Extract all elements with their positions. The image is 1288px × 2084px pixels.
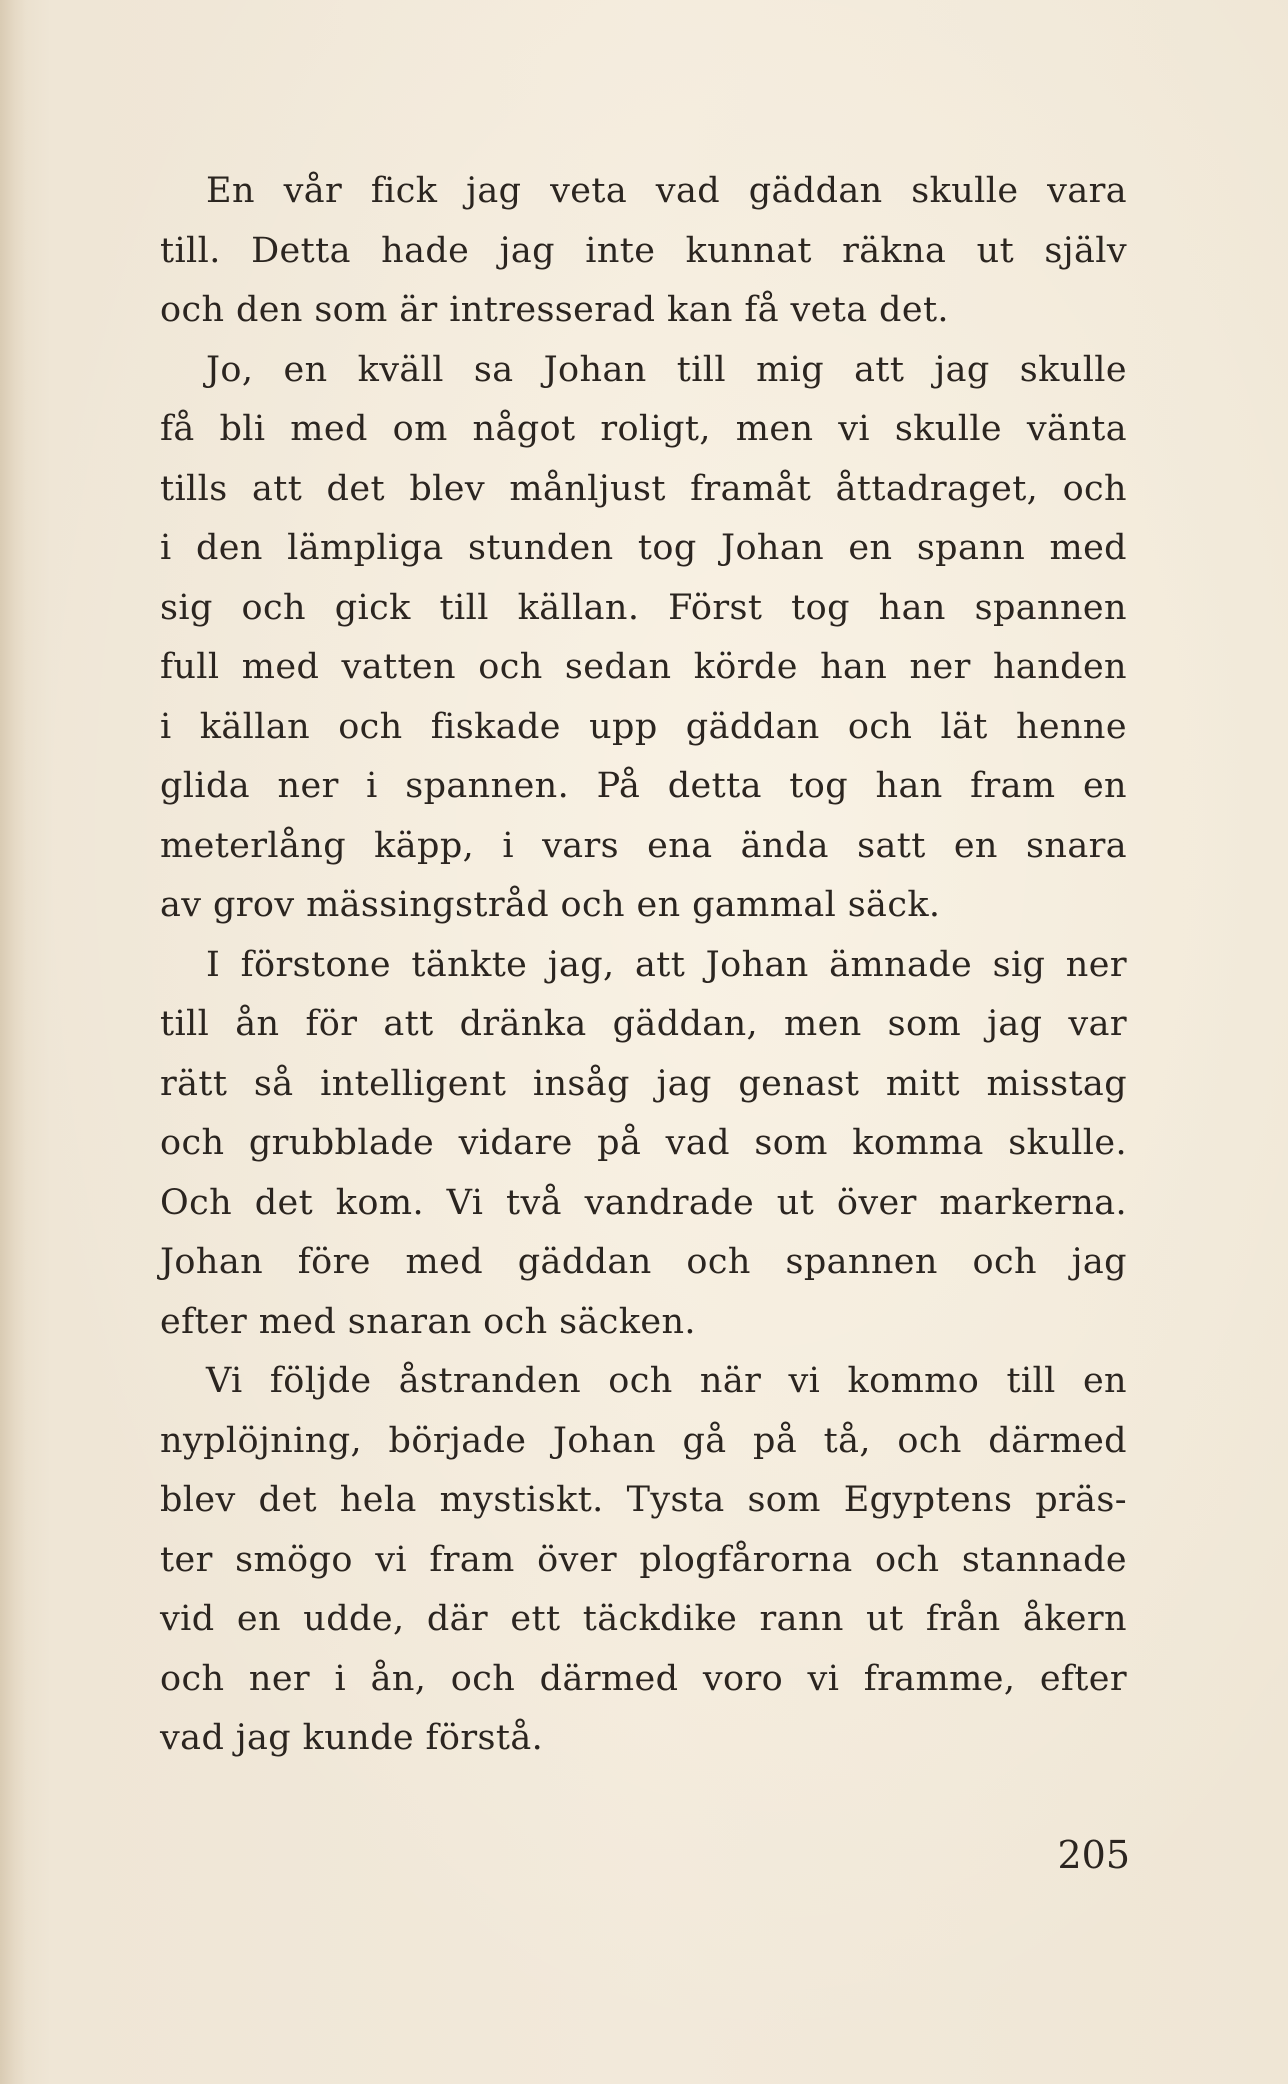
body-text bbox=[160, 162, 1127, 1769]
page-number: 205 bbox=[1057, 1833, 1130, 1877]
text-line: och ner i ån, och därmed voro vi framme, efter bbox=[160, 1658, 1127, 1699]
text-line: Och det kom. Vi två vandrade ut över markerna. bbox=[160, 1182, 1127, 1223]
paragraph bbox=[160, 162, 1127, 341]
text-line: Jo, en kväll sa Johan till mig att jag skulle bbox=[206, 349, 1127, 390]
text-line: En vår fick jag veta vad gäddan skulle vara bbox=[206, 171, 1127, 211]
text-line: i källan och fiskade upp gäddan och lät henne bbox=[160, 706, 1127, 747]
text-line: och grubblade vidare på vad som komma skulle. bbox=[160, 1123, 1127, 1163]
text-line: tills att det blev månljust framåt åttadraget, och bbox=[160, 468, 1127, 509]
text-line: ter smögo vi fram över plogfårorna och stannade bbox=[160, 1539, 1127, 1580]
paragraph bbox=[160, 936, 1127, 1353]
text-line: i den lämpliga stunden tog Johan en spann med bbox=[160, 528, 1127, 568]
page-binding-edge bbox=[0, 0, 26, 2084]
text-line: och den som är intresserad kan få veta det. bbox=[160, 290, 949, 330]
text-line: Johan före med gäddan och spannen och jag bbox=[160, 1242, 1127, 1282]
text-line: nyplöjning, började Johan gå på tå, och därmed bbox=[160, 1420, 1127, 1461]
text-line: meterlång käpp, i vars ena ända satt en snara bbox=[160, 825, 1127, 866]
text-line: av grov mässingstråd och en gammal säck. bbox=[160, 885, 941, 925]
paragraph bbox=[160, 341, 1127, 936]
text-line: full med vatten och sedan körde han ner handen bbox=[160, 647, 1127, 687]
text-line: sig och gick till källan. Först tog han spannen bbox=[160, 587, 1127, 628]
text-line: I förstone tänkte jag, att Johan ämnade sig ner bbox=[206, 944, 1127, 985]
text-line: till ån för att dränka gäddan, men som jag var bbox=[160, 1004, 1127, 1044]
text-line: rätt så intelligent insåg jag genast mitt misstag bbox=[160, 1063, 1127, 1104]
paragraph bbox=[160, 1352, 1127, 1769]
text-line: glida ner i spannen. På detta tog han fram en bbox=[160, 766, 1127, 806]
text-line: vid en udde, där ett täckdike rann ut från åkern bbox=[160, 1599, 1127, 1639]
text-line: blev det hela mystiskt. Tysta som Egyptens präs- bbox=[160, 1480, 1127, 1520]
text-line: efter med snaran och säcken. bbox=[160, 1301, 696, 1342]
text-line: få bli med om något roligt, men vi skulle vänta bbox=[160, 409, 1127, 449]
text-line: Vi följde åstranden och när vi kommo till en bbox=[206, 1361, 1127, 1401]
text-line: till. Detta hade jag inte kunnat räkna ut själv bbox=[160, 230, 1127, 271]
text-line: vad jag kunde förstå. bbox=[160, 1718, 544, 1758]
